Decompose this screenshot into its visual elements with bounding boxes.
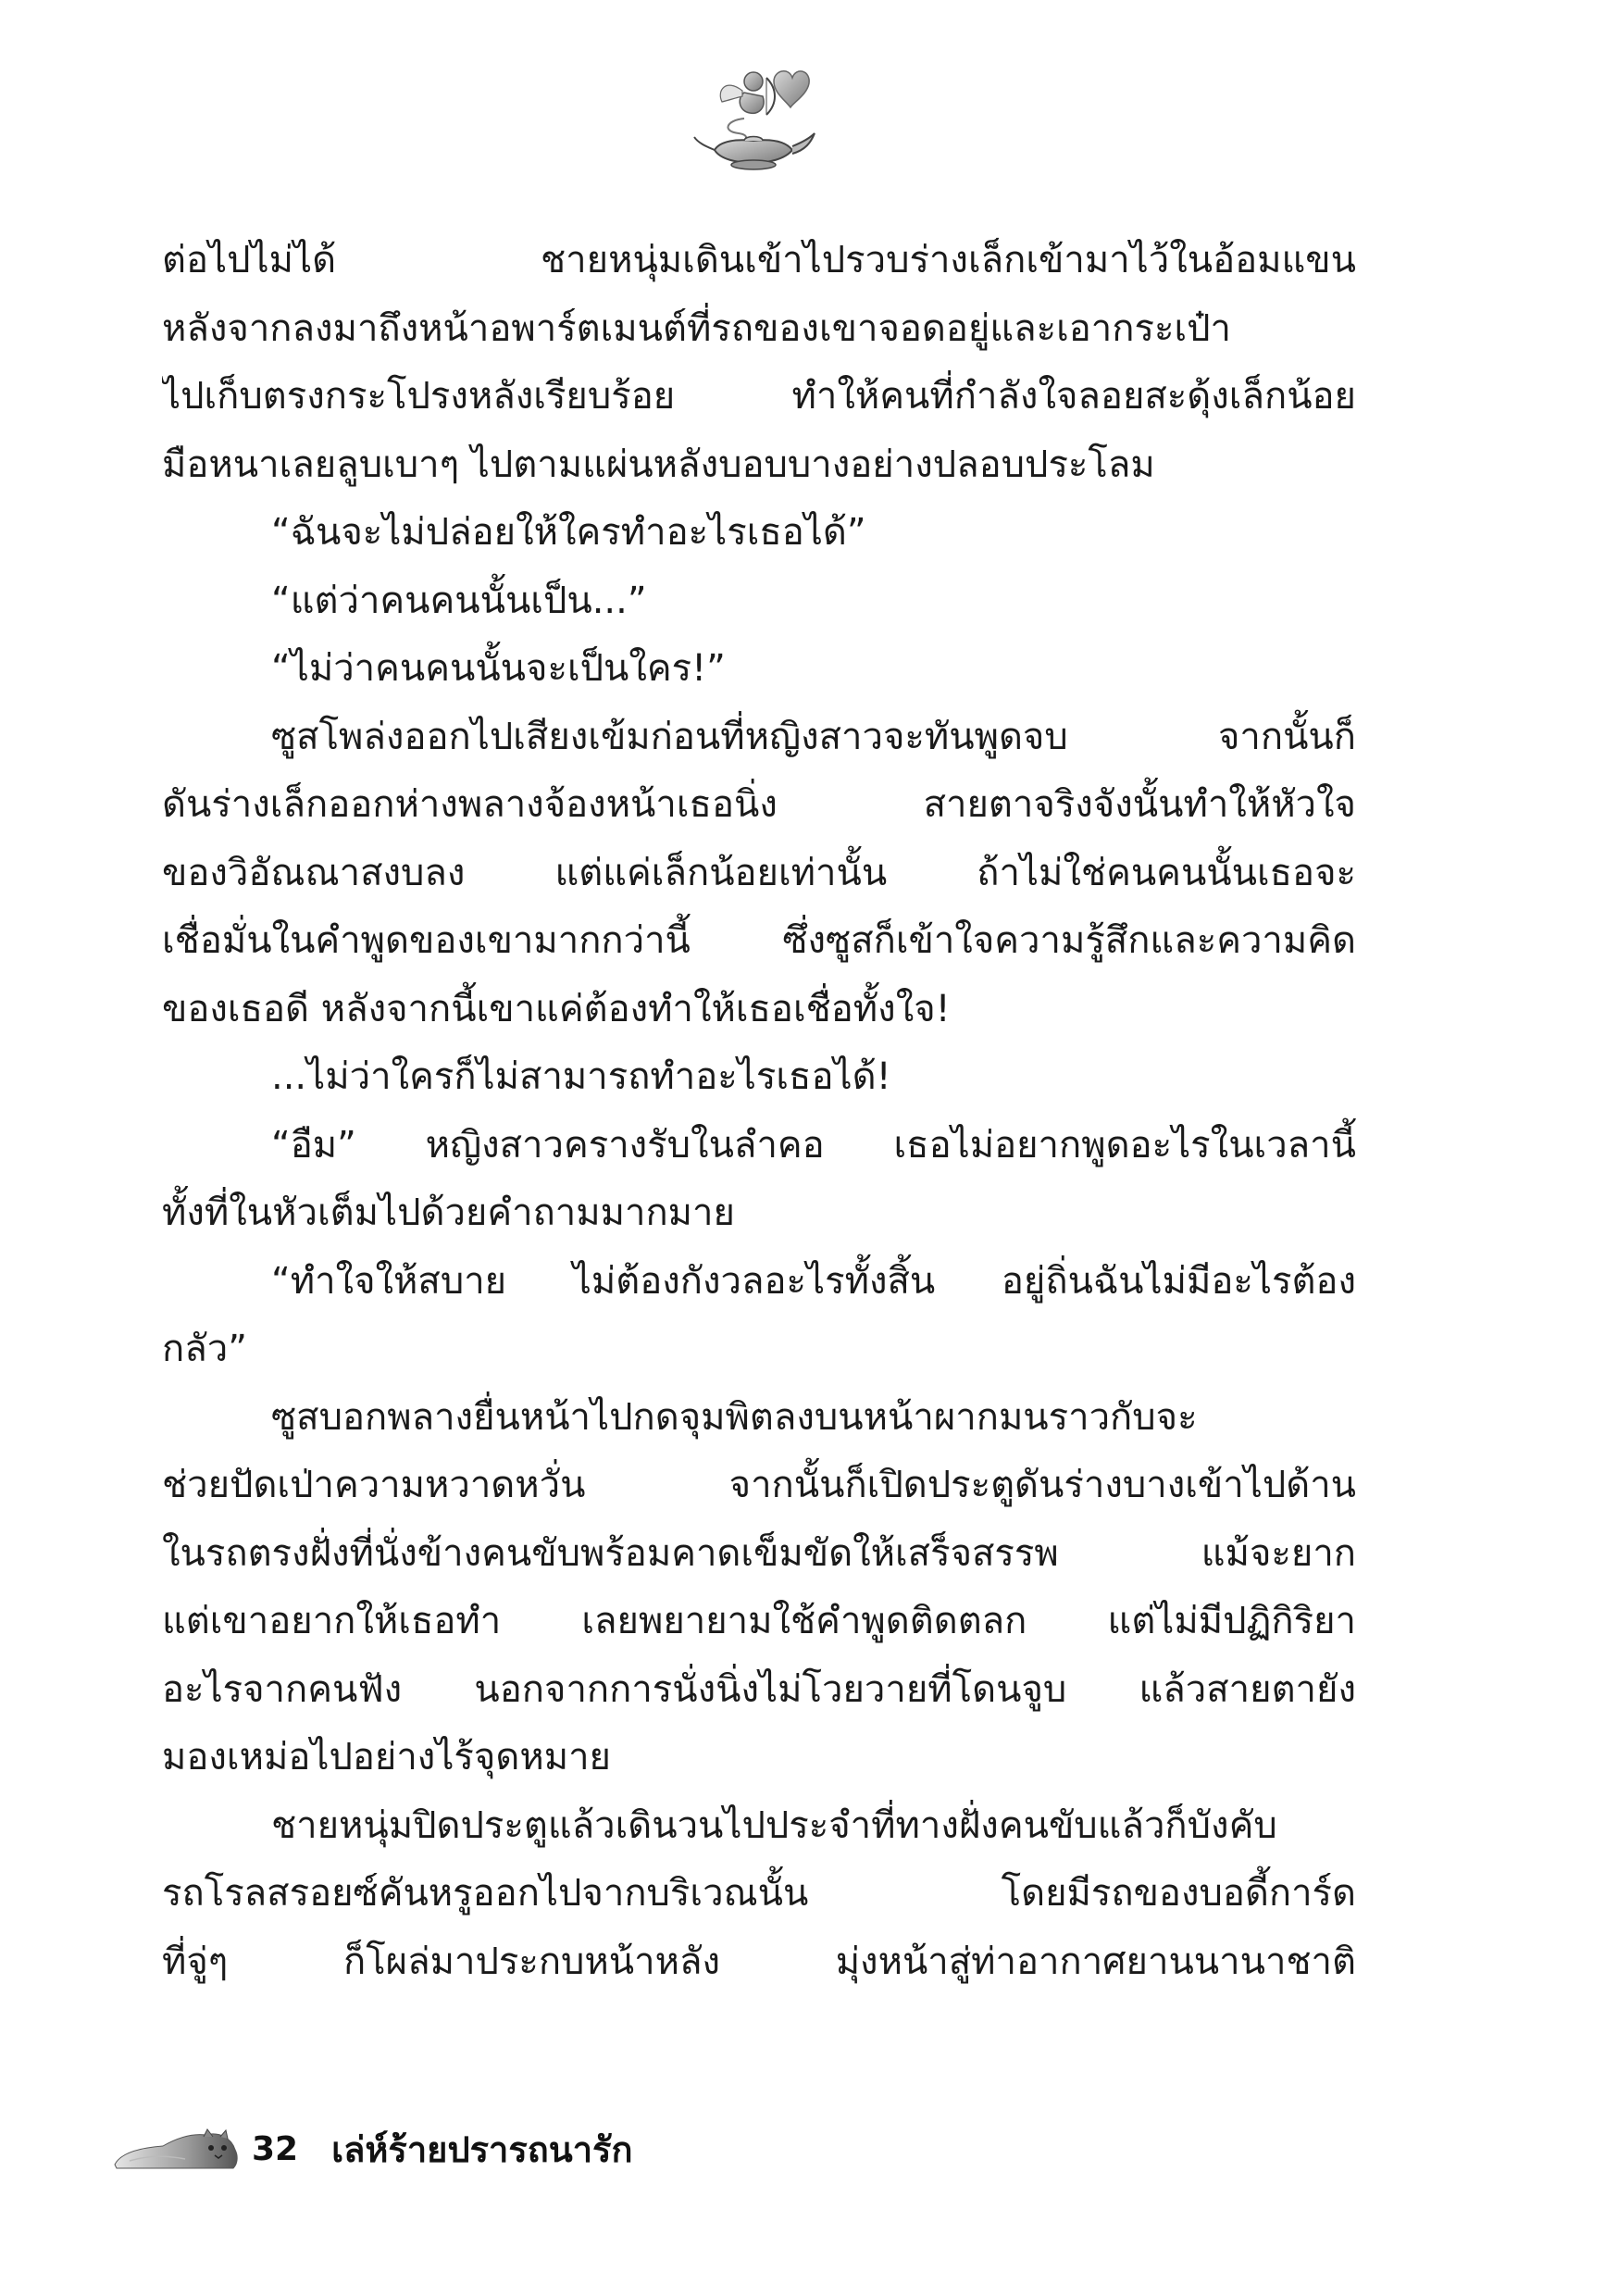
book-title: เล่ห์ร้ายปรารถนารัก [331,2128,633,2170]
text-line: “ทำใจให้สบาย ไม่ต้องกังวลอะไรทั้งสิ้น อยู่ถิ่นฉันไม่มีอะไรต้อง [271,1259,1356,1303]
text-line: ทั้งที่ในหัวเต็มไปด้วยคำถามมากมาย [162,1192,735,1234]
text-line: “ไม่ว่าคนคนนั้นจะเป็นใคร!” [271,647,726,690]
text-line: อะไรจากคนฟัง นอกจากการนั่งนิ่งไม่โวยวายที่โดนจูบ แล้วสายตายัง [162,1667,1356,1711]
text-line: ช่วยปัดเป่าความหวาดหวั่น จากนั้นก็เปิดประตูดันร่างบางเข้าไปด้าน [162,1464,1356,1506]
text-line: มือหนาเลยลูบเบาๆ ไปตามแผ่นหลังบอบบางอย่างปลอบประโลม [162,443,1155,486]
text-line: ซูสโพล่งออกไปเสียงเข้มก่อนที่หญิงสาวจะทันพูดจบ จากนั้นก็ [271,715,1356,758]
text-line: ...ไม่ว่าใครก็ไม่สามารถทำอะไรเธอได้! [271,1055,891,1098]
text-line: ดันร่างเล็กออกห่างพลางจ้องหน้าเธอนิ่ง สายตาจริงจังนั้นทำให้หัวใจ [162,783,1356,826]
text-line: แต่เขาอยากให้เธอทำ เลยพยายามใช้คำพูดติดตลก แต่ไม่มีปฏิกิริยา [162,1600,1356,1642]
text-line: ไปเก็บตรงกระโปรงหลังเรียบร้อย ทำให้คนที่กำลังใจลอยสะดุ้งเล็กน้อย [162,375,1356,418]
text-line: “อืม” หญิงสาวครางรับในลำคอ เธอไม่อยากพูดอะไรในเวลานี้ [271,1123,1356,1167]
text-line: ต่อไปไม่ได้ ชายหนุ่มเดินเข้าไปรวบร่างเล็กเข้ามาไว้ในอ้อมแขน [162,239,1356,281]
text-line: มองเหม่อไปอย่างไร้จุดหมาย [162,1736,611,1778]
text-line: รถโรลสรอยซ์คันหรูออกไปจากบริเวณนั้น โดยมีรถของบอดี้การ์ด [162,1872,1356,1915]
text-line: กลัว” [162,1328,247,1370]
text-line: หลังจากลงมาถึงหน้าอพาร์ตเมนต์ที่รถของเขาจอดอยู่และเอากระเป๋า [162,306,1231,350]
body-text [162,227,1356,1996]
persian-cat-icon [111,2128,241,2170]
text-line: “แต่ว่าคนคนนั้นเป็น...” [271,579,647,622]
page-footer [111,2116,632,2181]
text-line: ในรถตรงฝั่งที่นั่งข้างคนขับพร้อมคาดเข็มขัดให้เสร็จสรรพ แม้จะยาก [162,1531,1356,1575]
text-line: ที่จู่ๆ ก็โผล่มาประกบหน้าหลัง มุ่งหน้าสู่ท่าอากาศยานนานาชาติ [162,1940,1356,1983]
cupid-lamp-ornament-icon [689,54,818,174]
text-line: เชื่อมั่นในคำพูดของเขามากกว่านี้ ซึ่งซูสก็เข้าใจความรู้สึกและความคิด [162,919,1356,962]
text-line: ซูสบอกพลางยื่นหน้าไปกดจุมพิตลงบนหน้าผากมนราวกับจะ [271,1395,1198,1439]
page-number: 32 [252,2129,299,2168]
text-line: ของเธอดี หลังจากนี้เขาแค่ต้องทำให้เธอเชื่อทั้งใจ! [162,987,951,1030]
text-line: “ฉันจะไม่ปล่อยให้ใครทำอะไรเธอได้” [271,511,866,554]
text-line: ชายหนุ่มปิดประตูแล้วเดินวนไปประจำที่ทางฝั่งคนขับแล้วก็บังคับ [271,1803,1277,1847]
text-line: ของวิอัณณาสงบลง แต่แค่เล็กน้อยเท่านั้น ถ้าไม่ใช่คนคนนั้นเธอจะ [162,851,1356,894]
